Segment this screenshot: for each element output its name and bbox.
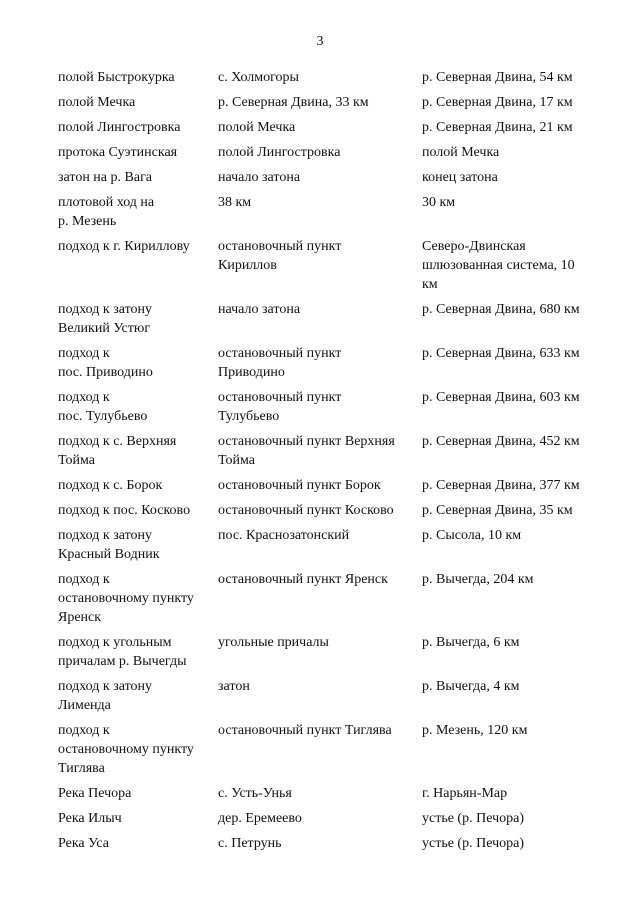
section-name-cell: подход к остановочному пункту Яренск bbox=[58, 572, 194, 625]
section-name-cell: полой Лингостровка bbox=[58, 120, 181, 135]
end-point-cell: р. Северная Двина, 21 км bbox=[422, 120, 573, 135]
end-point-cell: Северо-Двинская шлюзованная система, 10 км bbox=[422, 239, 575, 292]
section-name-cell: Река Уса bbox=[58, 836, 109, 851]
section-name-cell: подход к затону Лименда bbox=[58, 679, 153, 713]
table-row bbox=[58, 168, 618, 193]
waterways-table bbox=[58, 68, 618, 859]
table-row bbox=[58, 143, 618, 168]
start-point-cell: начало затона bbox=[218, 170, 301, 185]
table-row bbox=[58, 633, 618, 677]
start-point-cell: с. Петрунь bbox=[218, 836, 282, 851]
start-point-cell: с. Усть-Унья bbox=[218, 786, 292, 801]
end-point-cell: р. Вычегда, 204 км bbox=[422, 572, 534, 587]
start-point-cell: пос. Краснозатонский bbox=[218, 528, 350, 543]
section-name-cell: подход к с. Борок bbox=[58, 478, 163, 493]
table-row bbox=[58, 809, 618, 834]
table-row bbox=[58, 93, 618, 118]
section-name-cell: подход к пос. Тулубьево bbox=[58, 390, 148, 424]
section-name-cell: протока Суэтинская bbox=[58, 145, 178, 160]
table-body bbox=[58, 68, 618, 859]
end-point-cell: р. Мезень, 120 км bbox=[422, 723, 528, 738]
table-row bbox=[58, 68, 618, 93]
table-row bbox=[58, 118, 618, 143]
section-name-cell: Река Печора bbox=[58, 786, 132, 801]
end-point-cell: полой Мечка bbox=[422, 145, 500, 160]
table-row bbox=[58, 784, 618, 809]
start-point-cell: остановочный пункт Тулубьево bbox=[218, 390, 342, 424]
start-point-cell: остановочный пункт Кириллов bbox=[218, 239, 342, 273]
end-point-cell: г. Нарьян-Мар bbox=[422, 786, 508, 801]
start-point-cell: начало затона bbox=[218, 302, 301, 317]
section-name-cell: подход к пос. Косково bbox=[58, 503, 191, 518]
start-point-cell: затон bbox=[218, 679, 250, 694]
section-name-cell: Река Илыч bbox=[58, 811, 122, 826]
table-row bbox=[58, 193, 618, 237]
table-row bbox=[58, 237, 618, 300]
start-point-cell: с. Холмогоры bbox=[218, 70, 299, 85]
section-name-cell: затон на р. Вага bbox=[58, 170, 153, 185]
end-point-cell: р. Северная Двина, 377 км bbox=[422, 478, 580, 493]
section-name-cell: полой Быстрокурка bbox=[58, 70, 175, 85]
end-point-cell: р. Северная Двина, 17 км bbox=[422, 95, 573, 110]
table-row bbox=[58, 677, 618, 721]
table-row bbox=[58, 570, 618, 633]
section-name-cell: подход к с. Верхняя Тойма bbox=[58, 434, 177, 468]
start-point-cell: полой Лингостровка bbox=[218, 145, 341, 160]
end-point-cell: р. Сысола, 10 км bbox=[422, 528, 522, 543]
end-point-cell: устье (р. Печора) bbox=[422, 811, 524, 826]
table-row bbox=[58, 388, 618, 432]
start-point-cell: остановочный пункт Верхняя Тойма bbox=[218, 434, 395, 468]
end-point-cell: 30 км bbox=[422, 195, 456, 210]
end-point-cell: конец затона bbox=[422, 170, 498, 185]
end-point-cell: устье (р. Печора) bbox=[422, 836, 524, 851]
section-name-cell: подход к г. Кириллову bbox=[58, 239, 190, 254]
section-name-cell: подход к угольным причалам р. Вычегды bbox=[58, 635, 187, 669]
end-point-cell: р. Северная Двина, 54 км bbox=[422, 70, 573, 85]
end-point-cell: р. Вычегда, 4 км bbox=[422, 679, 520, 694]
start-point-cell: остановочный пункт Яренск bbox=[218, 572, 388, 587]
end-point-cell: р. Северная Двина, 633 км bbox=[422, 346, 580, 361]
start-point-cell: остановочный пункт Косково bbox=[218, 503, 394, 518]
start-point-cell: 38 км bbox=[218, 195, 252, 210]
end-point-cell: р. Вычегда, 6 км bbox=[422, 635, 520, 650]
start-point-cell: остановочный пункт Тиглява bbox=[218, 723, 392, 738]
table-row bbox=[58, 721, 618, 784]
section-name-cell: плотовой ход на р. Мезень bbox=[58, 195, 155, 229]
start-point-cell: дер. Еремеево bbox=[218, 811, 302, 826]
start-point-cell: полой Мечка bbox=[218, 120, 296, 135]
page-number: 3 bbox=[316, 34, 324, 49]
end-point-cell: р. Северная Двина, 603 км bbox=[422, 390, 580, 405]
section-name-cell: подход к затону Великий Устюг bbox=[58, 302, 153, 336]
table-row bbox=[58, 344, 618, 388]
end-point-cell: р. Северная Двина, 452 км bbox=[422, 434, 580, 449]
section-name-cell: подход к остановочному пункту Тиглява bbox=[58, 723, 194, 776]
section-name-cell: полой Мечка bbox=[58, 95, 136, 110]
start-point-cell: р. Северная Двина, 33 км bbox=[218, 95, 369, 110]
start-point-cell: остановочный пункт Приводино bbox=[218, 346, 342, 380]
table-row bbox=[58, 300, 618, 344]
table-row bbox=[58, 476, 618, 501]
end-point-cell: р. Северная Двина, 680 км bbox=[422, 302, 580, 317]
table-row bbox=[58, 432, 618, 476]
table-row bbox=[58, 526, 618, 570]
start-point-cell: остановочный пункт Борок bbox=[218, 478, 381, 493]
end-point-cell: р. Северная Двина, 35 км bbox=[422, 503, 573, 518]
table-row bbox=[58, 834, 618, 859]
table-row bbox=[58, 501, 618, 526]
section-name-cell: подход к пос. Приводино bbox=[58, 346, 153, 380]
start-point-cell: угольные причалы bbox=[218, 635, 329, 650]
section-name-cell: подход к затону Красный Водник bbox=[58, 528, 160, 562]
